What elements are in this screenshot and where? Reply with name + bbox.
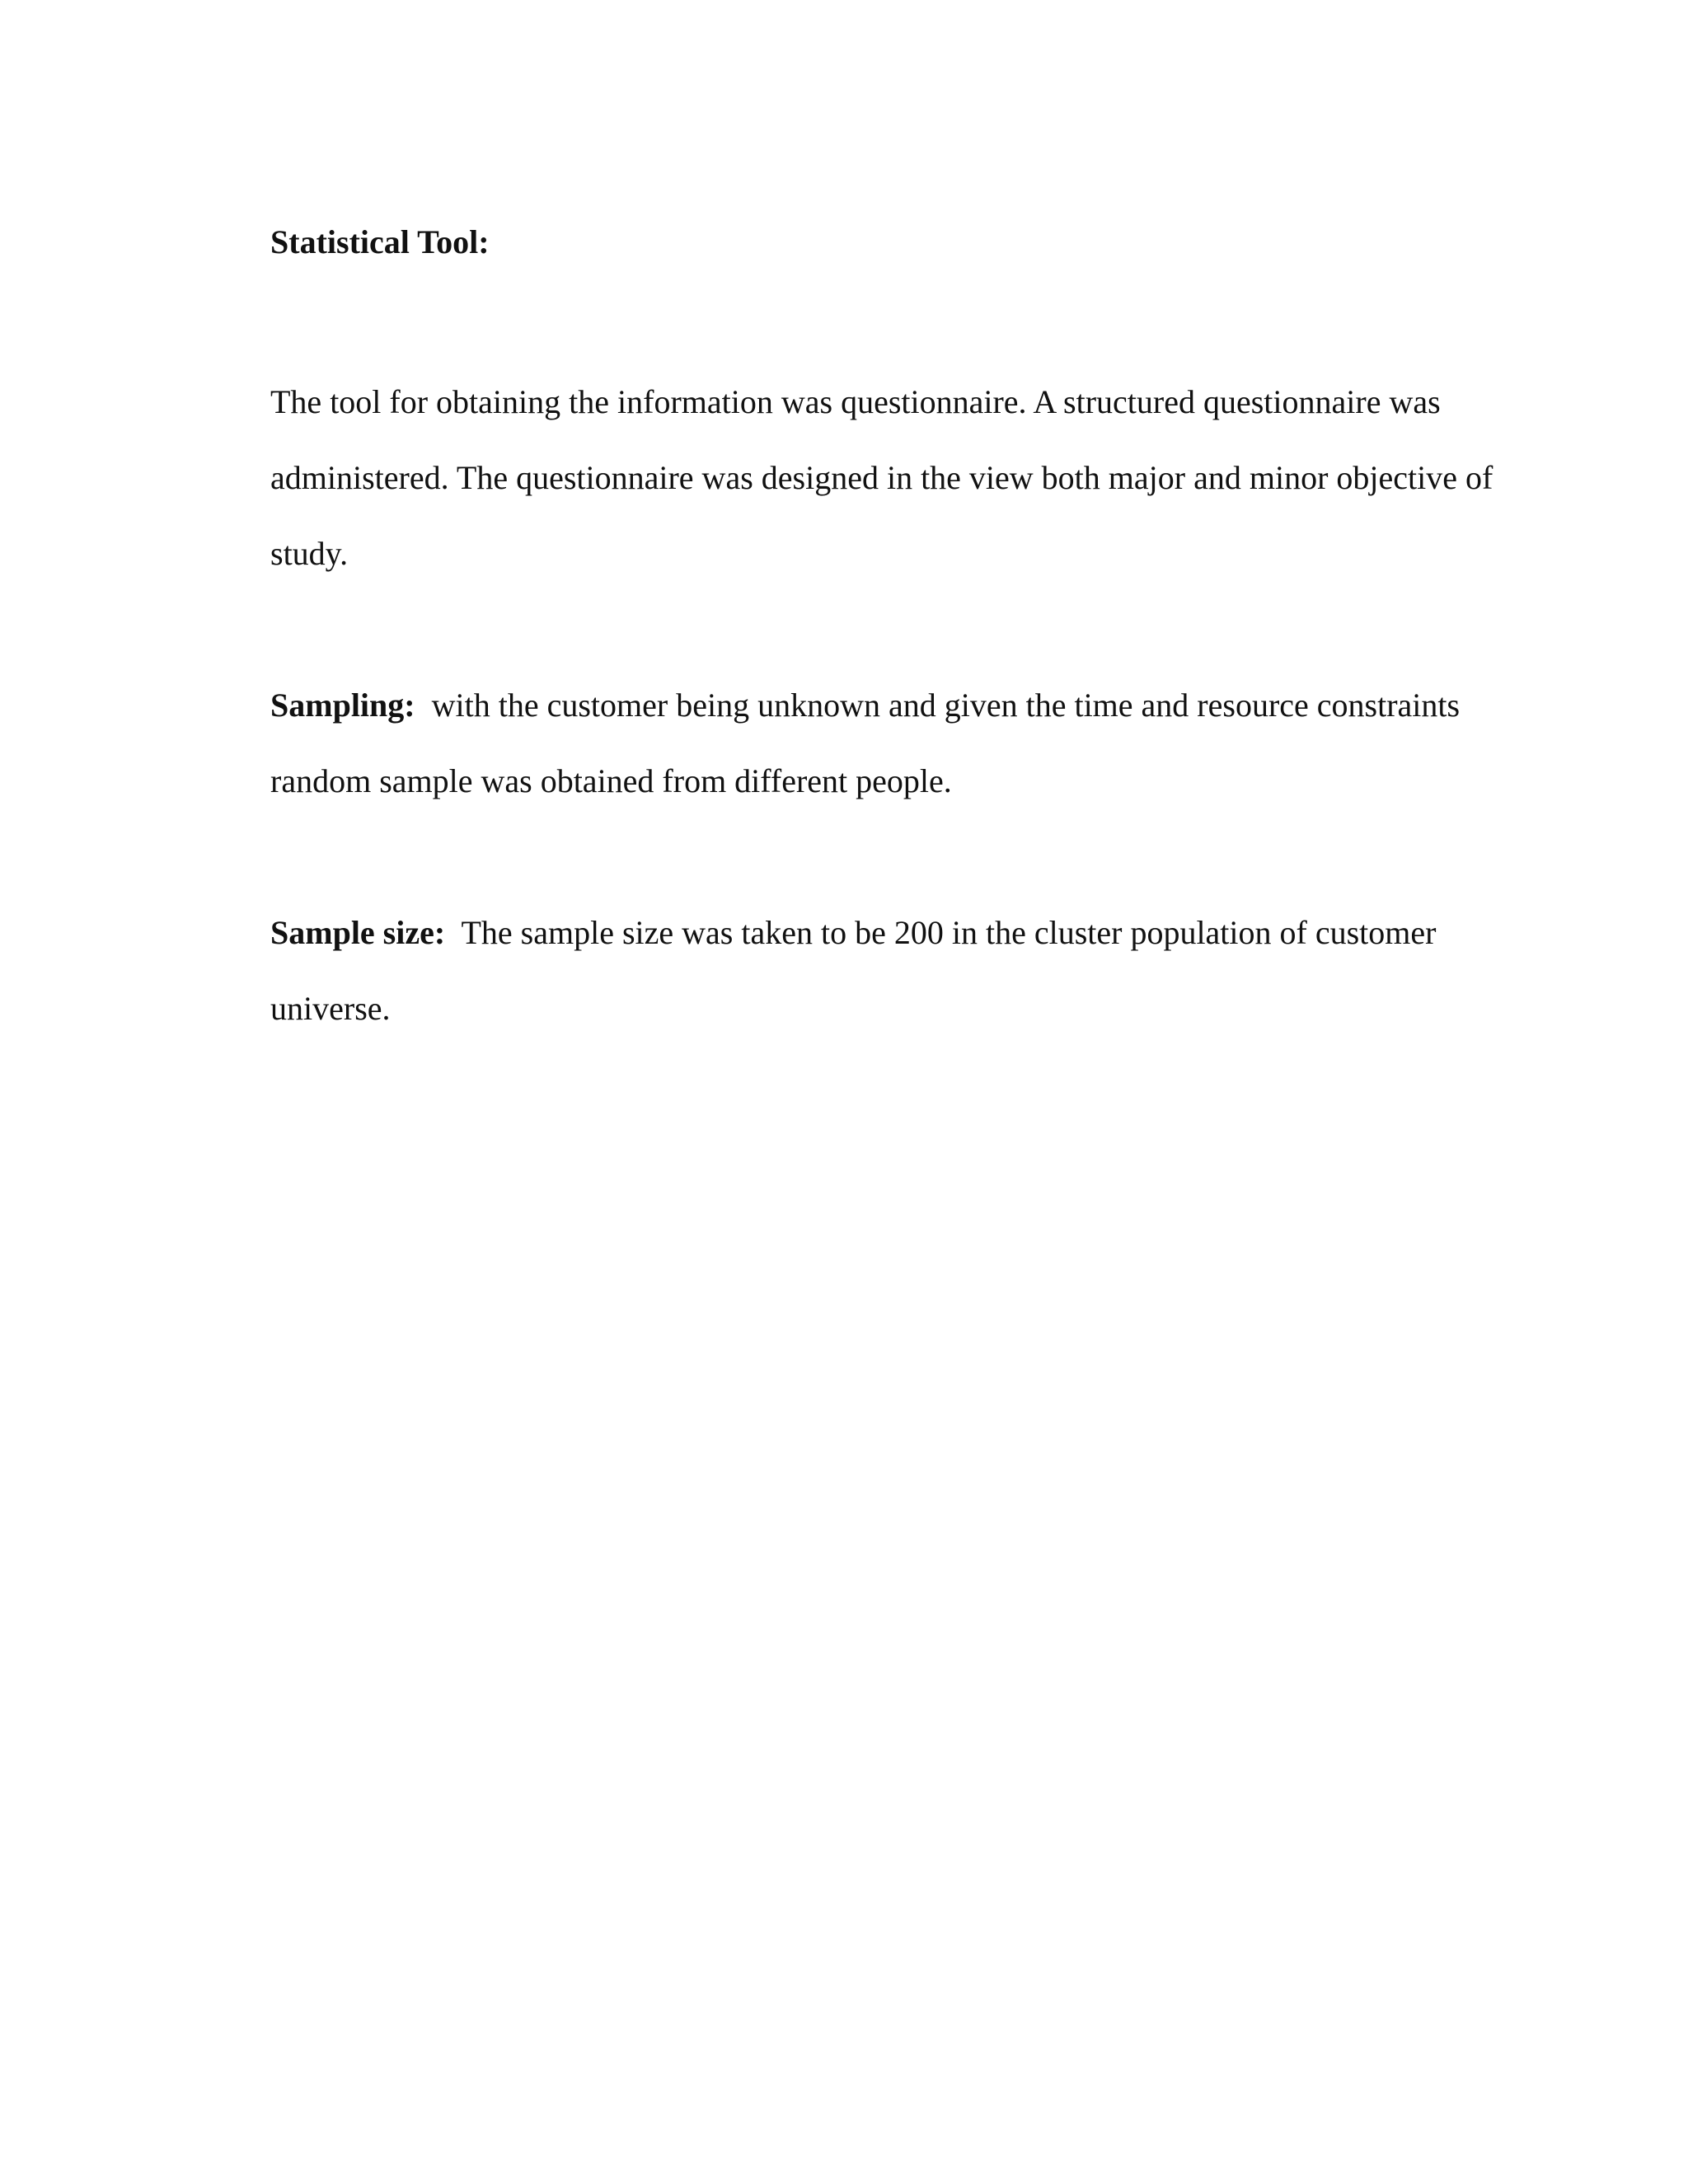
sampling-paragraph <box>270 668 1515 819</box>
tool-paragraph: The tool for obtaining the information was questionnaire. A structured questionnaire was administered. The questionnaire was designed in the view both major and minor objective of study. <box>270 383 1493 572</box>
document-body <box>270 216 1515 1047</box>
section-heading: Statistical Tool: <box>270 223 490 260</box>
sample-size-paragraph <box>270 895 1515 1047</box>
sampling-text: with the customer being unknown and given the time and resource constraints random sample was obtained from different people. <box>270 687 1461 799</box>
sample-size-text: The sample size was taken to be 200 in the cluster population of customer universe. <box>270 914 1437 1027</box>
sample-size-term: Sample size: <box>270 914 446 951</box>
sampling-term: Sampling: <box>270 687 415 724</box>
